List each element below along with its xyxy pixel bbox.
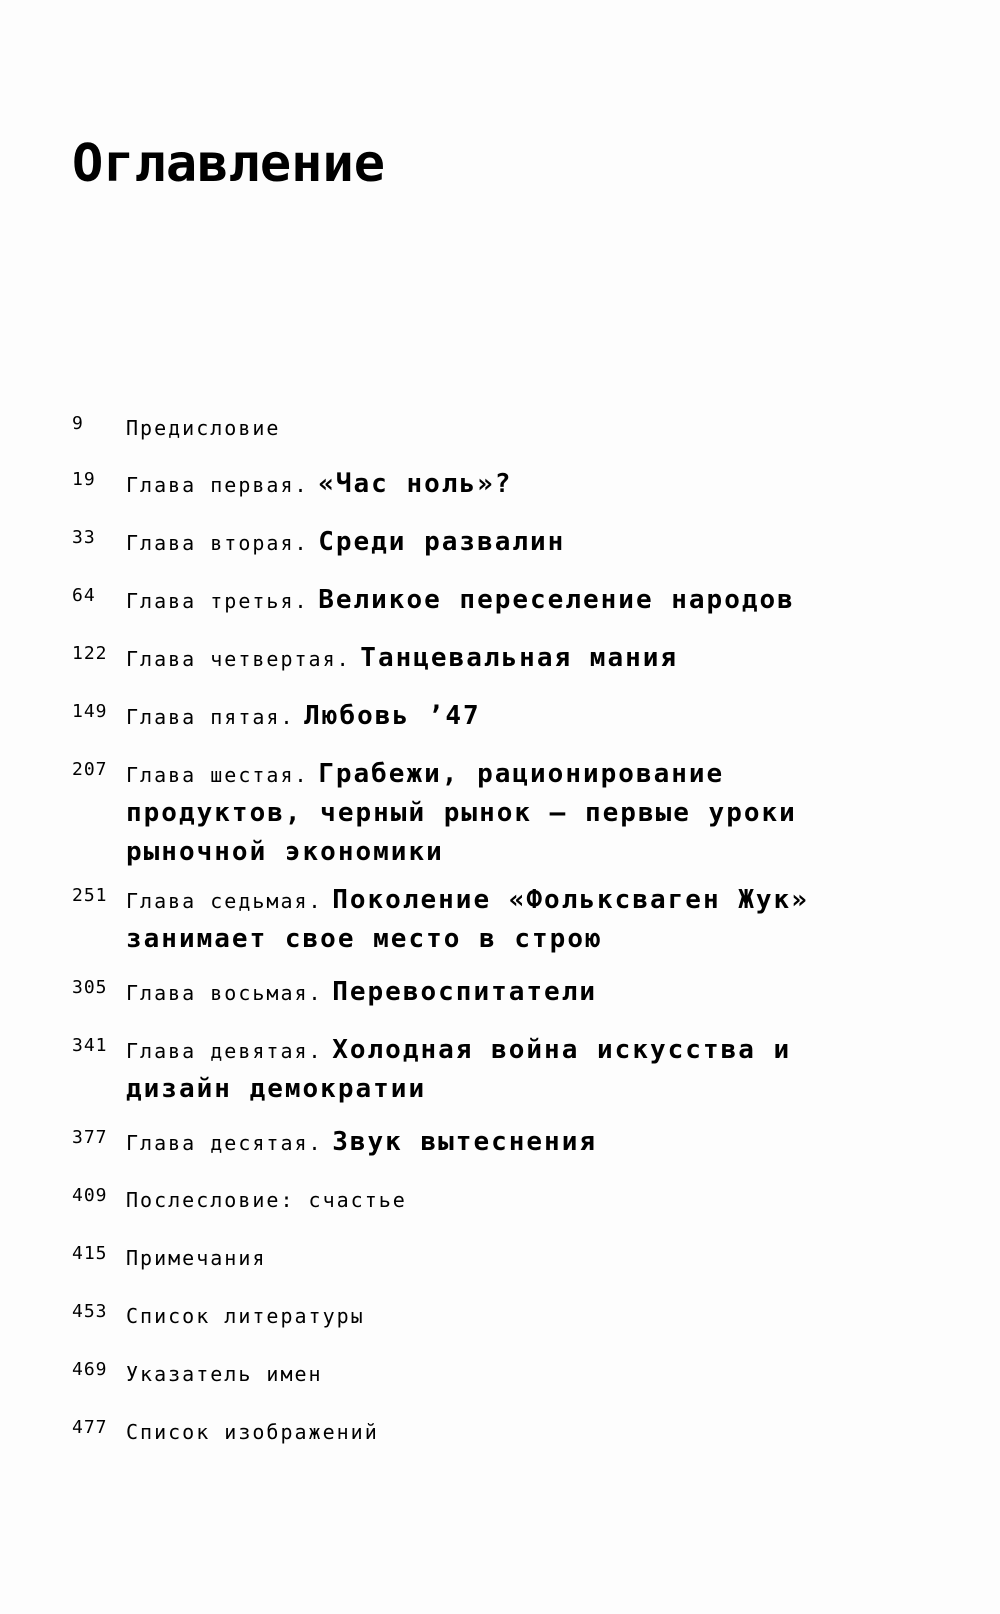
page-title: Оглавление — [72, 134, 386, 194]
chapter-title: «Час ноль»? — [318, 469, 513, 499]
page-number: 409 — [72, 1185, 108, 1206]
chapter-label: Глава седьмая. — [126, 889, 323, 913]
chapter-title: Среди развалин — [318, 527, 566, 557]
page-number: 453 — [72, 1301, 108, 1322]
chapter-label: Глава третья. — [126, 589, 309, 613]
chapter-label: Глава четвертая. — [126, 647, 351, 671]
entry-title: Список изображений — [126, 1420, 379, 1444]
chapter-title: Танцевальная мания — [360, 643, 679, 673]
entry-title: Список литературы — [126, 1304, 365, 1328]
chapter-title: Холодная война искусства и дизайн демократии — [126, 1035, 792, 1104]
entry-title: Послесловие: счастье — [126, 1188, 407, 1212]
page-number: 33 — [72, 527, 96, 548]
page-number: 469 — [72, 1359, 108, 1380]
chapter-title: Великое переселение народов — [318, 585, 795, 615]
page-number: 9 — [72, 413, 84, 434]
chapter-label: Глава пятая. — [126, 705, 295, 729]
page-number: 477 — [72, 1417, 108, 1438]
page-number: 19 — [72, 469, 96, 490]
page-number: 149 — [72, 701, 108, 722]
page-number: 251 — [72, 885, 108, 906]
entry-title: Предисловие — [126, 416, 281, 440]
chapter-title: Поколение «Фольксваген Жук» занимает свое место в строю — [126, 885, 809, 954]
chapter-title: Звук вытеснения — [332, 1127, 598, 1157]
chapter-label: Глава шестая. — [126, 763, 309, 787]
page-number: 207 — [72, 759, 108, 780]
page-number: 122 — [72, 643, 108, 664]
chapter-label: Глава десятая. — [126, 1131, 323, 1155]
chapter-label: Глава восьмая. — [126, 981, 323, 1005]
chapter-title: Перевоспитатели — [332, 977, 598, 1007]
chapter-label: Глава вторая. — [126, 531, 309, 555]
chapter-title: Грабежи, рационирование продуктов, черный рынок – первые уроки рыночной экономики — [126, 759, 797, 867]
chapter-title: Любовь ’47 — [304, 701, 481, 731]
chapter-label: Глава первая. — [126, 473, 309, 497]
entry-title: Примечания — [126, 1246, 267, 1270]
page-number: 377 — [72, 1127, 108, 1148]
page-number: 64 — [72, 585, 96, 606]
chapter-label: Глава девятая. — [126, 1039, 323, 1063]
page-number: 341 — [72, 1035, 108, 1056]
entry-title: Указатель имен — [126, 1362, 323, 1386]
page-number: 415 — [72, 1243, 108, 1264]
page-number: 305 — [72, 977, 108, 998]
